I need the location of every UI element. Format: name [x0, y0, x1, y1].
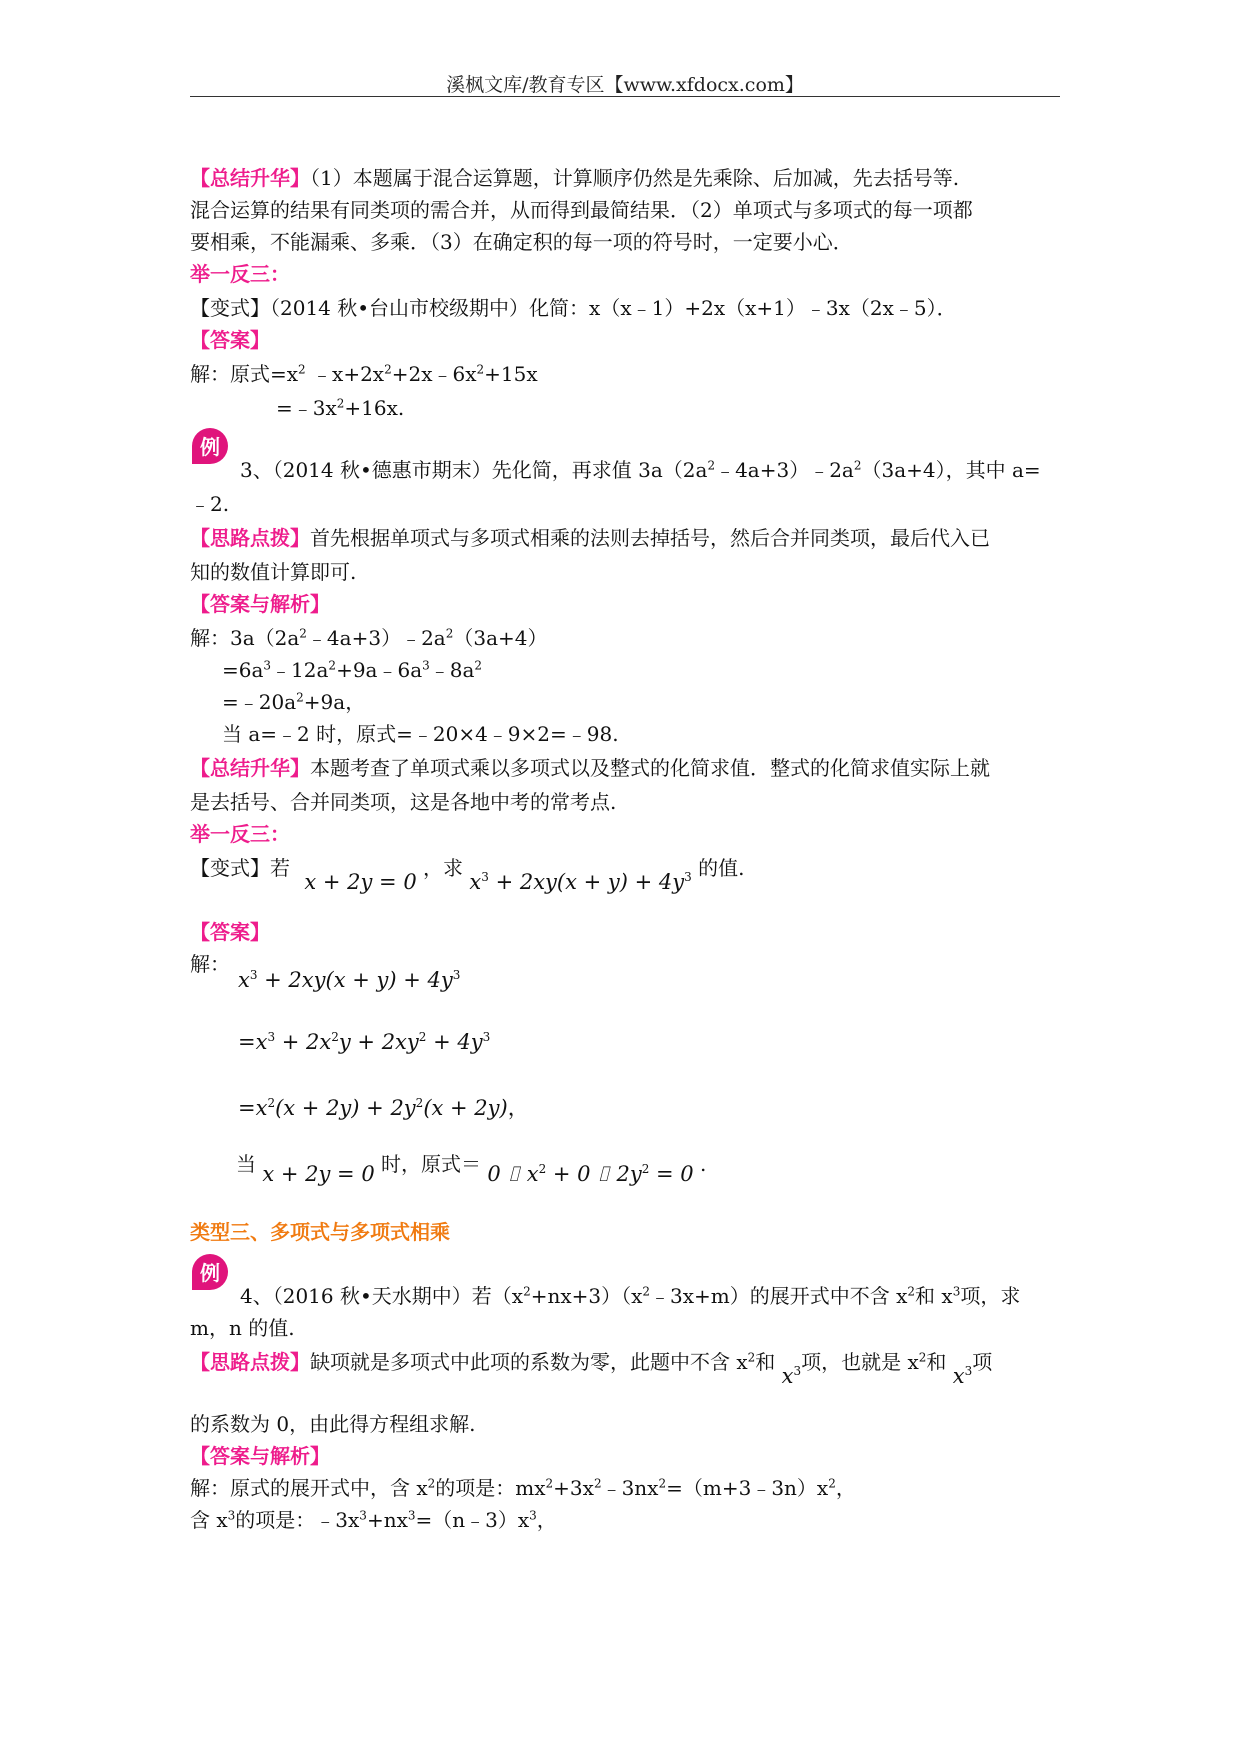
- example4-answer-label: 【答案与解析】: [190, 1444, 330, 1468]
- example4-hint-line-2: 的系数为 0，由此得方程组求解.: [190, 1412, 476, 1436]
- answer-label: 【答案】: [190, 328, 270, 352]
- example3-hint-line-1: 【思路点拨】首先根据单项式与多项式相乘的法则去掉括号，然后合并同类项，最后代入已: [190, 526, 990, 550]
- variant-text: （2014 秋•台山市校级期中）化简：x（x﹣1）+2x（x+1）﹣3x（2x﹣5）．: [270, 296, 957, 320]
- example4-line-2: m，n 的值.: [190, 1316, 295, 1340]
- example3-hint-line-2: 知的数值计算即可.: [190, 560, 357, 584]
- page-header: 溪枫文库/教育专区【www.xfdocx.com】: [446, 74, 804, 96]
- example-badge-icon-2: [188, 1250, 232, 1294]
- summary-text-1: （1）本题属于混合运算题，计算顺序仍然是先乘除、后加减，先去括号等.: [310, 166, 960, 190]
- example3-answer-label-2: 【答案】: [190, 920, 270, 944]
- header-rule: [190, 96, 1060, 97]
- example4-hint-line-1: 【思路点拨】缺项就是多项式中此项的系数为零，此题中不含 $x^2$和 $x^3$项，也就是 $x^2$和 $x^3$项: [190, 1350, 993, 1388]
- solution-line-2: $=﹣3x^2+16x$.: [276, 396, 405, 420]
- summary-line-2: 混合运算的结果有同类项的需合并，从而得到最简结果．（2）单项式与多项式的每一项都: [190, 198, 973, 222]
- hint-label-2: 【思路点拨】: [190, 1350, 310, 1374]
- variant-label: 【变式】: [190, 296, 270, 320]
- summary-label: 【总结升华】: [190, 166, 310, 190]
- variant-condition: x + 2y = 0: [304, 870, 417, 894]
- example3-answer-label: 【答案与解析】: [190, 592, 330, 616]
- solution-line-1: 解：原式$=x^2$ $﹣x+2x^2+2x﹣6x^2+15x$: [190, 362, 538, 386]
- math-line-4: 当 x + 2y = 0 时，原式＝ 0 ⌷ $x^2 + 0$ ⌷ $2y^2 = 0$ .: [236, 1152, 707, 1186]
- example3-solution-4: 当 a=﹣2 时，原式=﹣20×4﹣9×2=﹣98.: [222, 722, 619, 746]
- example4-line-1: 4、（2016 秋•天水期中）若$(x^2+nx+3)(x^2﹣3x+m)$的展开式中不含 $x^2$和 $x^3$项，求: [240, 1284, 1021, 1308]
- hint-label: 【思路点拨】: [190, 526, 310, 550]
- variant-expression: $x^3 + 2xy(x + y) + 4y^3$: [469, 870, 692, 894]
- summary-line-1: [190, 166, 959, 190]
- section-title: 类型三、多项式与多项式相乘: [190, 1220, 450, 1244]
- example3-summary-line-2: 是去括号、合并同类项，这是各地中考的常考点.: [190, 790, 617, 814]
- summary-line-3: 要相乘，不能漏乘、多乘．（3）在确定积的每一项的符号时，一定要小心．: [190, 230, 853, 254]
- example4-solution-1: 解：原式的展开式中，含 $x^2$的项是：$mx^2+3x^2﹣3nx^2=(m+3﹣3n)x^2$，: [190, 1476, 856, 1500]
- example3-sol-label: 解：: [190, 952, 230, 976]
- example3-line-1: 3、（2014 秋•德惠市期末）先化简，再求值 $3a(2a^2﹣4a+3)﹣2a^2(3a+4)$，其中 a=: [240, 458, 1041, 482]
- example-badge-icon: [188, 424, 232, 468]
- math-line-1: $x^3 + 2xy(x + y) + 4y^3$: [238, 968, 461, 992]
- example3-variant-line: 【变式】若 x + 2y = 0 ，求 $x^3 + 2xy(x + y) + 4y^3$ 的值.: [190, 856, 745, 894]
- math-line-2: $=x^3 + 2x^2y + 2xy^2 + 4y^3$: [238, 1030, 491, 1054]
- example3-solution-3: $=﹣20a^2+9a$，: [222, 690, 366, 714]
- example4-solution-2: 含 $x^3$的项是：$﹣3x^3+nx^3=(n﹣3)x^3$，: [190, 1508, 557, 1532]
- svg-text:例: 例: [200, 1261, 220, 1285]
- example3-summary-line-1: 【总结升华】本题考查了单项式乘以多项式以及整式的化简求值．整式的化简求值实际上就: [190, 756, 990, 780]
- example3-line-2: ﹣2.: [190, 492, 230, 516]
- summary-label-2: 【总结升华】: [190, 756, 310, 780]
- practice-label: 举一反三：: [190, 262, 290, 286]
- example3-solution-1: 解：$3a(2a^2﹣4a+3)﹣2a^2(3a+4)$: [190, 626, 548, 650]
- practice-label-2: 举一反三：: [190, 822, 290, 846]
- variant-line: [190, 296, 957, 320]
- example3-solution-2: $=6a^3﹣12a^2+9a﹣6a^3﹣8a^2$: [222, 658, 483, 682]
- math-line-3: $=x^2(x + 2y) + 2y^2(x + 2y)$，: [238, 1096, 529, 1120]
- svg-text:例: 例: [200, 435, 220, 459]
